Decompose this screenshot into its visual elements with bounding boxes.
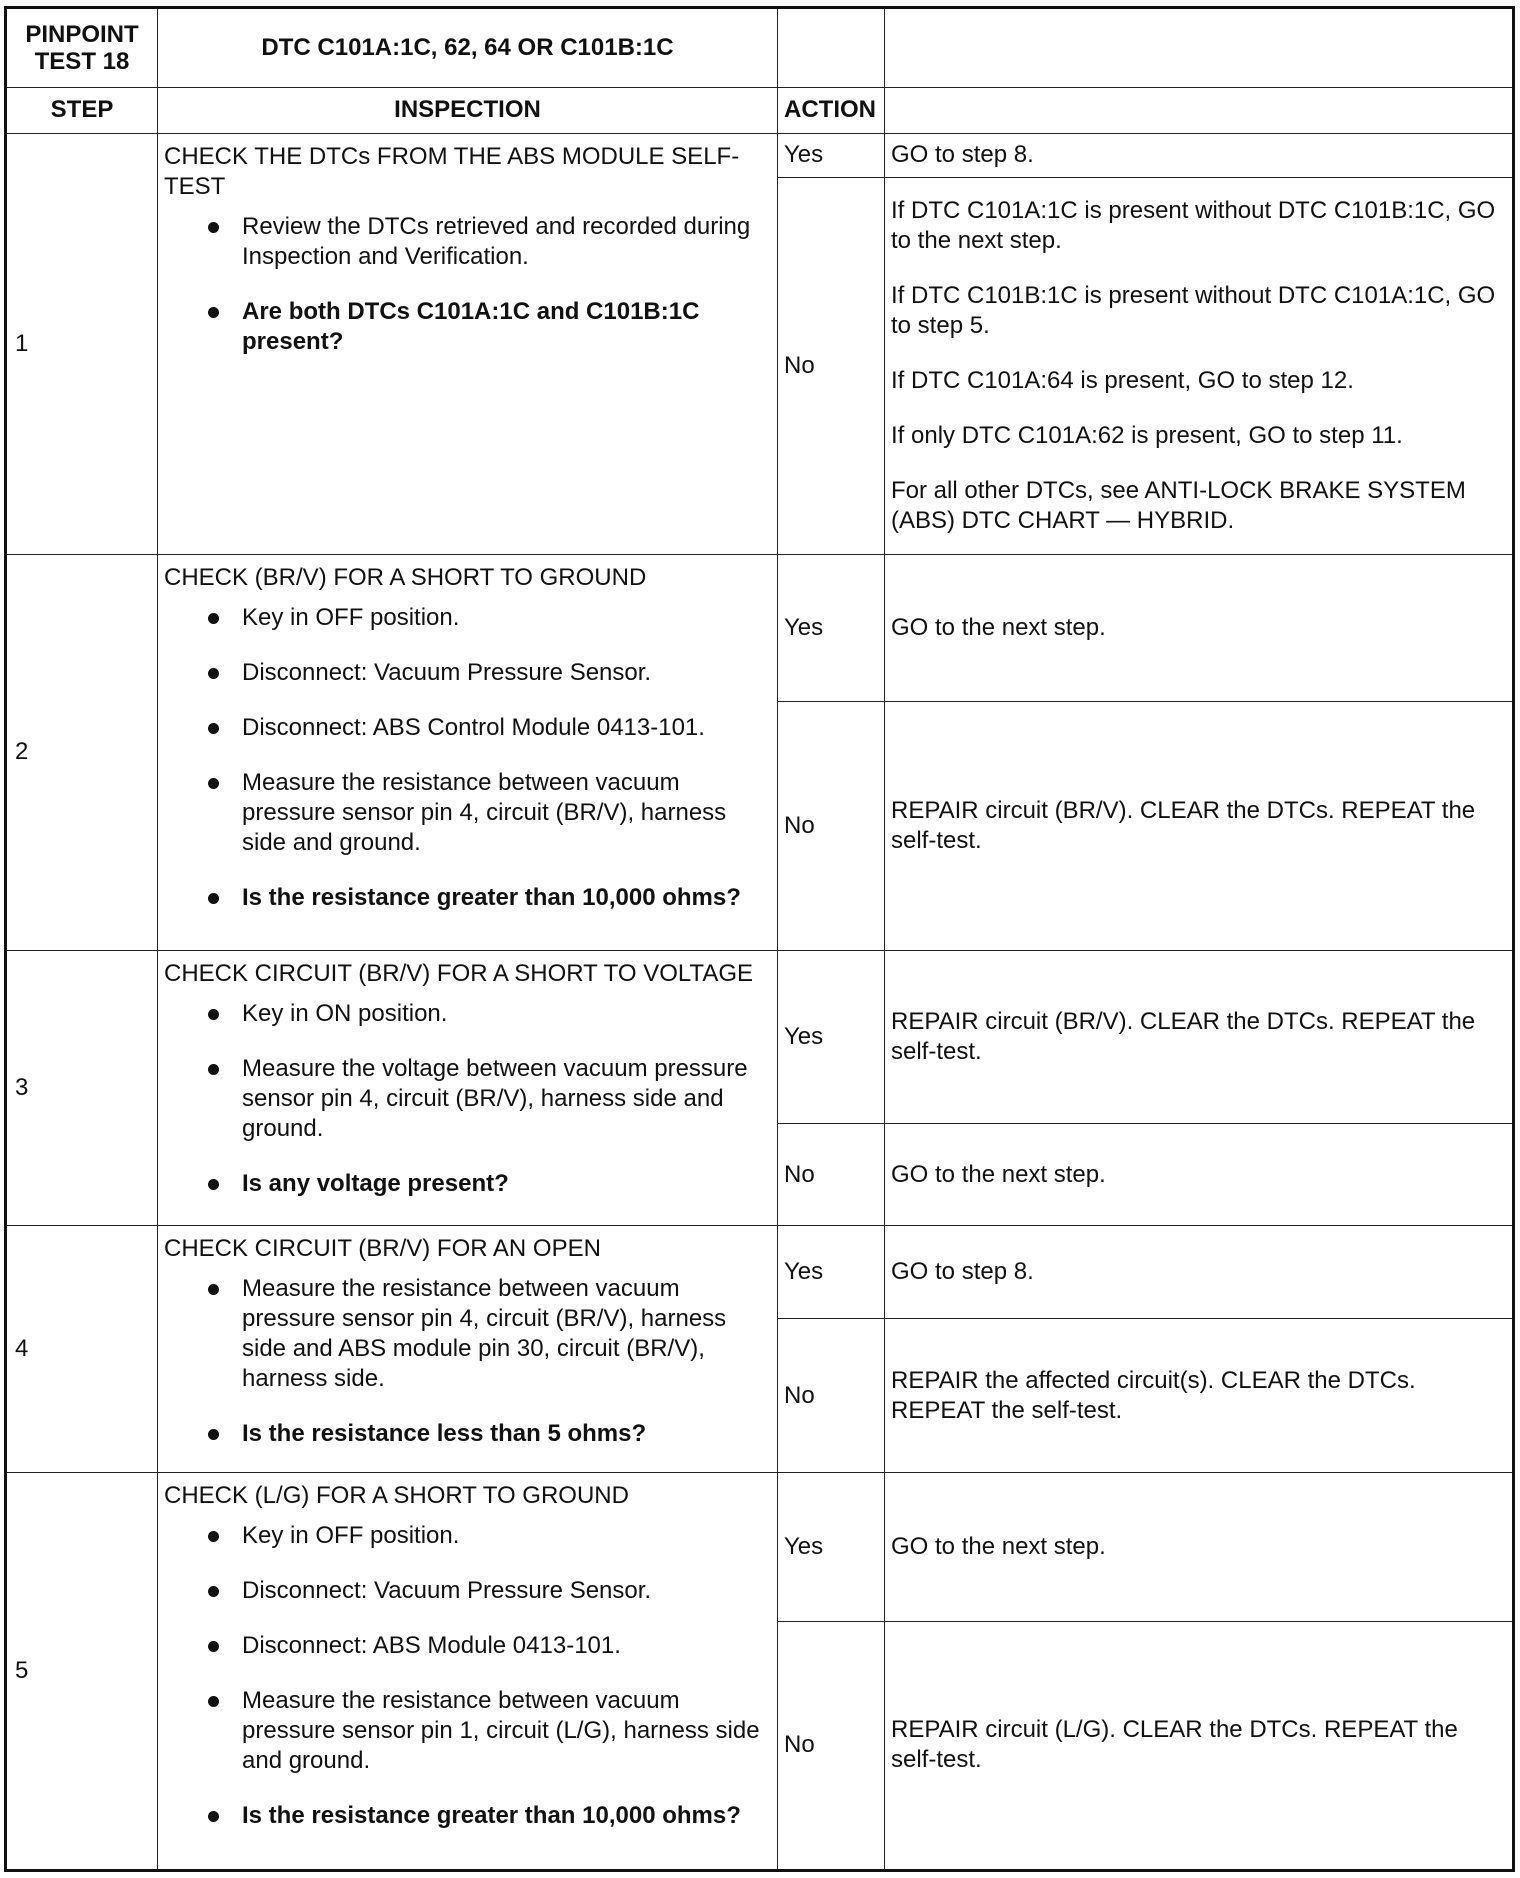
no-label: No [778,701,885,951]
pinpoint-test-table [4,6,1515,1872]
no-label: No [778,1124,885,1226]
inspection-cell [158,554,778,950]
yes-action [885,554,1514,701]
inspection-bullets [164,1274,771,1449]
inspection-bullets [164,603,771,913]
no-action [885,1621,1514,1870]
pinpoint-test-label: PINPOINT TEST 18 [6,8,158,88]
inspection-question: Is the resistance greater than 10,000 ohms? [164,1801,771,1831]
blank-header-cell [885,87,1514,133]
inspection-bullet: Disconnect: Vacuum Pressure Sensor. [164,1576,771,1606]
yes-label: Yes [778,951,885,1124]
yes-label: Yes [778,133,885,177]
inspection-heading: CHECK (BR/V) FOR A SHORT TO GROUND [164,563,647,591]
inspection-heading: CHECK CIRCUIT (BR/V) FOR AN OPEN [164,1235,601,1262]
step-row-yes [6,133,1514,177]
step-row-yes [6,1473,1514,1621]
action-text: GO to the next step. [891,1160,1106,1188]
blank-header-cell [778,8,885,88]
step-number: 3 [6,951,158,1226]
action-text: For all other DTCs, see ANTI-LOCK BRAKE SYSTEM (ABS) DTC CHART — HYBRID. [891,476,1466,534]
inspection-bullet: Measure the resistance between vacuum pressure sensor pin 1, circuit (L/G), harness side and ground. [164,1686,771,1776]
inspection-bullet: Key in OFF position. [164,603,771,633]
inspection-cell [158,133,778,554]
inspection-cell [158,1226,778,1473]
action-text: GO to the next step. [891,613,1106,641]
inspection-bullet: Key in ON position. [164,999,771,1029]
yes-action [885,1226,1514,1319]
action-text: REPAIR circuit (L/G). CLEAR the DTCs. REPEAT the self-test. [891,1716,1458,1774]
action-text: REPAIR circuit (BR/V). CLEAR the DTCs. REPEAT the self-test. [891,796,1476,854]
action-column-header: ACTION [778,87,885,133]
inspection-bullet: Disconnect: ABS Module 0413-101. [164,1631,771,1661]
no-action [885,1319,1514,1473]
yes-label: Yes [778,554,885,701]
no-label: No [778,1319,885,1473]
inspection-column-header: INSPECTION [158,87,778,133]
inspection-bullets [164,1521,771,1831]
inspection-question: Is the resistance greater than 10,000 ohms? [164,883,771,913]
inspection-cell [158,1473,778,1871]
column-header-row [6,87,1514,133]
no-action [885,701,1514,951]
title-row [6,8,1514,88]
inspection-bullet: Measure the resistance between vacuum pressure sensor pin 4, circuit (BR/V), harness side and ground. [164,768,771,858]
inspection-question: Is any voltage present? [164,1169,771,1199]
step-column-header: STEP [6,87,158,133]
dtc-title: DTC C101A:1C, 62, 64 OR C101B:1C [158,8,778,88]
no-label: No [778,178,885,555]
action-text: If only DTC C101A:62 is present, GO to step 11. [891,421,1403,449]
yes-action [885,133,1514,177]
no-action [885,178,1514,555]
step-row-yes [6,951,1514,1124]
action-text: REPAIR circuit (BR/V). CLEAR the DTCs. REPEAT the self-test. [891,1008,1476,1066]
blank-header-cell [885,8,1514,88]
inspection-bullet: Measure the voltage between vacuum pressure sensor pin 4, circuit (BR/V), harness side and ground. [164,1054,771,1144]
inspection-question: Are both DTCs C101A:1C and C101B:1C present? [164,297,771,357]
inspection-bullet: Review the DTCs retrieved and recorded during Inspection and Verification. [164,212,771,272]
yes-label: Yes [778,1226,885,1319]
action-text: GO to the next step. [891,1532,1106,1560]
no-label: No [778,1621,885,1870]
inspection-heading: CHECK (L/G) FOR A SHORT TO GROUND [164,1482,629,1510]
yes-action [885,1473,1514,1621]
inspection-heading: CHECK CIRCUIT (BR/V) FOR A SHORT TO VOLTAGE [164,960,753,988]
action-text: GO to step 8. [891,1258,1034,1286]
step-number: 1 [6,133,158,554]
no-action [885,1124,1514,1226]
action-text: If DTC C101A:1C is present without DTC C101B:1C, GO to the next step. [891,196,1496,254]
inspection-question: Is the resistance less than 5 ohms? [164,1419,771,1449]
yes-label: Yes [778,1473,885,1621]
inspection-bullet: Disconnect: Vacuum Pressure Sensor. [164,658,771,688]
step-row-yes [6,554,1514,701]
step-number: 2 [6,554,158,950]
yes-action [885,951,1514,1124]
inspection-bullet: Key in OFF position. [164,1521,771,1551]
action-text: REPAIR the affected circuit(s). CLEAR the DTCs. REPEAT the self-test. [891,1366,1416,1424]
step-number: 5 [6,1473,158,1871]
inspection-heading: CHECK THE DTCs FROM THE ABS MODULE SELF-TEST [164,142,740,200]
inspection-bullet: Disconnect: ABS Control Module 0413-101. [164,713,771,743]
action-text: If DTC C101A:64 is present, GO to step 12. [891,366,1354,394]
action-text: If DTC C101B:1C is present without DTC C101A:1C, GO to step 5. [891,281,1496,339]
inspection-cell [158,951,778,1226]
inspection-bullets [164,212,771,357]
action-text: GO to step 8. [891,141,1034,169]
inspection-bullets [164,999,771,1199]
inspection-bullet: Measure the resistance between vacuum pressure sensor pin 4, circuit (BR/V), harness side and ABS module pin 30, circuit (BR/V), harness side. [164,1274,771,1394]
table-body [6,8,1514,1871]
step-number: 4 [6,1226,158,1473]
step-row-yes [6,1226,1514,1319]
